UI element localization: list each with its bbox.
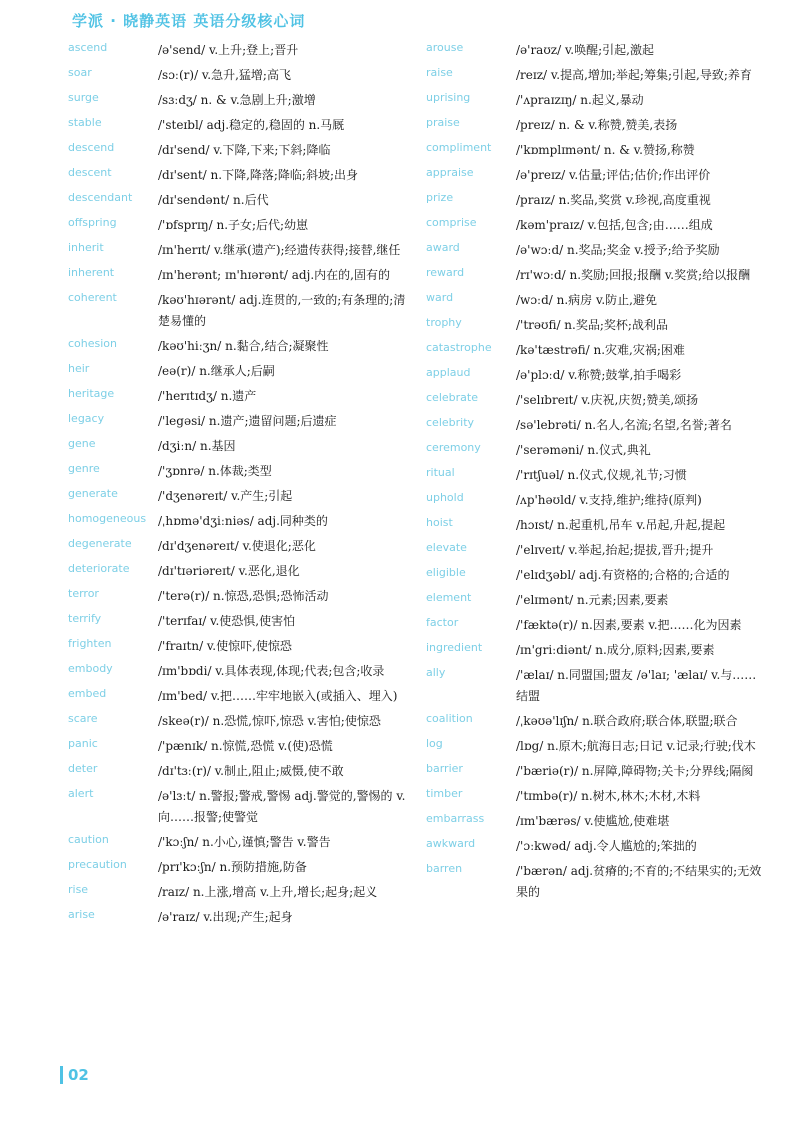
right-column <box>426 40 762 907</box>
headword: ingredient <box>426 641 483 654</box>
definition: /dɪ'tɪəriəreɪt/ v.恶化,退化 <box>158 564 300 578</box>
headword: surge <box>68 91 99 104</box>
definition: /ə'send/ v.上升;登上;晋升 <box>158 43 299 57</box>
vocab-entry <box>68 857 408 878</box>
headword: generate <box>68 487 118 500</box>
headword: applaud <box>426 366 471 379</box>
headword: heir <box>68 362 90 375</box>
headword: factor <box>426 616 459 629</box>
headword: award <box>426 241 460 254</box>
definition: /dʒiːn/ n.基因 <box>158 439 236 453</box>
definition: /'tɪmbə(r)/ n.树木,林木;木材,木料 <box>516 789 701 803</box>
headword: homogeneous <box>68 512 147 525</box>
vocab-entry <box>426 711 762 732</box>
headword: genre <box>68 462 100 475</box>
headword: reward <box>426 266 465 279</box>
definition: /'ʌpraɪzɪŋ/ n.起义,暴动 <box>516 93 644 107</box>
headword: appraise <box>426 166 474 179</box>
definition: /dɪ'tɜː(r)/ v.制止,阻止;威慑,使不敢 <box>158 764 344 778</box>
vocab-entry <box>426 340 762 361</box>
headword: heritage <box>68 387 115 400</box>
definition: /'terə(r)/ n.惊恐,恐惧;恐怖活动 <box>158 589 329 603</box>
definition: /kəʊ'hɪərənt/ adj.连贯的,一致的;有条理的;清楚易懂的 <box>158 293 406 328</box>
vocab-entry <box>68 636 408 657</box>
definition: /rɪ'wɔːd/ n.奖励;回报;报酬 v.奖赏;给以报酬 <box>516 268 751 282</box>
definition: /'pænɪk/ n.惊慌,恐慌 v.(使)恐慌 <box>158 739 333 753</box>
vocab-entry <box>68 786 408 828</box>
vocab-entry <box>426 190 762 211</box>
definition: /sə'lebrəti/ n.名人,名流;名望,名誉;著名 <box>516 418 732 432</box>
definition: /praɪz/ n.奖品,奖赏 v.珍视,高度重视 <box>516 193 711 207</box>
definition: /ɪn'griːdiənt/ n.成分,原料;因素,要素 <box>516 643 715 657</box>
vocab-entry <box>426 215 762 236</box>
vocab-entry <box>68 65 408 86</box>
vocab-entry <box>68 832 408 853</box>
definition: /sɔː(r)/ v.急升,猛增;高飞 <box>158 68 291 82</box>
definition: /'bæriə(r)/ n.屏障,障碍物;关卡;分界线;隔阂 <box>516 764 754 778</box>
definition: /ʌp'həʊld/ v.支持,维护;维持(原判) <box>516 493 702 507</box>
headword: descent <box>68 166 112 179</box>
definition: /'ɔːkwəd/ adj.令人尴尬的;笨拙的 <box>516 839 697 853</box>
definition: /ɪm'bærəs/ v.使尴尬,使难堪 <box>516 814 670 828</box>
definition: /raɪz/ n.上涨,增高 v.上升,增长;起身;起义 <box>158 885 378 899</box>
headword: log <box>426 737 443 750</box>
vocab-entry <box>426 736 762 757</box>
definition: /hɔɪst/ n.起重机,吊车 v.吊起,升起,提起 <box>516 518 726 532</box>
headword: uprising <box>426 91 471 104</box>
vocab-entry <box>426 540 762 561</box>
definition: /'kɔːʃn/ n.小心,谨慎;警告 v.警告 <box>158 835 331 849</box>
vocab-entry <box>68 361 408 382</box>
vocab-entry <box>68 611 408 632</box>
headword: celebrate <box>426 391 478 404</box>
definition: /ɪm'bɒdi/ v.具体表现,体现;代表;包含;收录 <box>158 664 385 678</box>
headword: awkward <box>426 837 476 850</box>
headword: gene <box>68 437 96 450</box>
vocab-entry <box>68 536 408 557</box>
vocab-entry <box>426 65 762 86</box>
headword: terrify <box>68 612 102 625</box>
headword: celebrity <box>426 416 475 429</box>
vocab-entry <box>426 590 762 611</box>
definition: /ɪn'herənt; ɪn'hɪərənt/ adj.内在的,固有的 <box>158 268 390 282</box>
vocab-entry <box>68 586 408 607</box>
definition: /'elɪmənt/ n.元素;因素,要素 <box>516 593 669 607</box>
definition: /ɪm'bed/ v.把……牢牢地嵌入(或插入、埋入) <box>158 689 398 703</box>
definition: /'selɪbreɪt/ v.庆祝,庆贺;赞美,颂扬 <box>516 393 699 407</box>
vocab-entry <box>426 640 762 661</box>
definition: /'ɒfsprɪŋ/ n.子女;后代;幼崽 <box>158 218 309 232</box>
vocab-entry <box>426 490 762 511</box>
page-header: 学派 · 晓静英语 英语分级核心词 <box>72 12 306 30</box>
definition: /ə'preɪz/ v.估量;评估;估价;作出评价 <box>516 168 711 182</box>
vocab-entry <box>68 436 408 457</box>
definition: /'dʒenəreɪt/ v.产生;引起 <box>158 489 293 503</box>
vocab-entry <box>68 190 408 211</box>
definition: /dɪ'sent/ n.下降,降落;降临;斜坡;出身 <box>158 168 359 182</box>
headword: praise <box>426 116 460 129</box>
definition: /'steɪbl/ adj.稳定的,稳固的 n.马厩 <box>158 118 345 132</box>
headword: arouse <box>426 41 464 54</box>
vocab-entry <box>68 140 408 161</box>
definition: /reɪz/ v.提高,增加;举起;筹集;引起,导致;养育 <box>516 68 752 82</box>
vocab-entry <box>68 336 408 357</box>
headword: raise <box>426 66 453 79</box>
vocab-entry <box>68 165 408 186</box>
vocab-entry <box>68 661 408 682</box>
left-column <box>68 40 408 932</box>
headword: catastrophe <box>426 341 492 354</box>
definition: /kəm'praɪz/ v.包括,包含;由……组成 <box>516 218 713 232</box>
vocab-entry <box>68 711 408 732</box>
definition: /lɒg/ n.原木;航海日志;日记 v.记录;行驶;伐木 <box>516 739 756 753</box>
vocab-entry <box>426 761 762 782</box>
vocab-entry <box>68 686 408 707</box>
headword: precaution <box>68 858 127 871</box>
vocab-entry <box>426 140 762 161</box>
definition: /kəʊ'hiːʒn/ n.黏合,结合;凝聚性 <box>158 339 329 353</box>
headword: scare <box>68 712 98 725</box>
headword: prize <box>426 191 454 204</box>
definition: /preɪz/ n. & v.称赞,赞美,表扬 <box>516 118 678 132</box>
page-number: 02 <box>60 1066 89 1084</box>
headword: arise <box>68 908 95 921</box>
definition: /skeə(r)/ n.恐慌,惊吓,惊恐 v.害怕;使惊恐 <box>158 714 381 728</box>
headword: cohesion <box>68 337 118 350</box>
headword: soar <box>68 66 92 79</box>
headword: uphold <box>426 491 464 504</box>
headword: terror <box>68 587 99 600</box>
headword: alert <box>68 787 94 800</box>
vocab-entry <box>426 240 762 261</box>
vocab-entry <box>426 615 762 636</box>
vocab-entry <box>68 761 408 782</box>
definition: /ˌhɒmə'dʒiːniəs/ adj.同种类的 <box>158 514 328 528</box>
vocab-entry <box>68 461 408 482</box>
definition: /ə'plɔːd/ v.称赞;鼓掌,拍手喝彩 <box>516 368 682 382</box>
definition: /'herɪtɪdʒ/ n.遗产 <box>158 389 257 403</box>
vocab-entry <box>426 515 762 536</box>
vocab-entry <box>426 811 762 832</box>
vocab-entry <box>68 561 408 582</box>
vocab-entry <box>426 440 762 461</box>
headword: ascend <box>68 41 108 54</box>
vocab-entry <box>426 565 762 586</box>
headword: barrier <box>426 762 463 775</box>
headword: rise <box>68 883 89 896</box>
headword: timber <box>426 787 463 800</box>
vocab-entry <box>426 465 762 486</box>
definition: /'fraɪtn/ v.使惊吓,使惊恐 <box>158 639 292 653</box>
definition: /'rɪtʃuəl/ n.仪式,仪规,礼节;习惯 <box>516 468 687 482</box>
vocab-entry <box>68 265 408 286</box>
vocab-entry <box>426 290 762 311</box>
definition: /ə'raʊz/ v.唤醒;引起,激起 <box>516 43 654 57</box>
definition: /kə'tæstrəfi/ n.灾难,灾祸;困难 <box>516 343 685 357</box>
definition: /ə'lɜːt/ n.警报;警戒,警惕 adj.警觉的,警惕的 v.向……报警;使警觉 <box>158 789 406 824</box>
headword: legacy <box>68 412 105 425</box>
definition: /dɪ'sendənt/ n.后代 <box>158 193 269 207</box>
headword: trophy <box>426 316 462 329</box>
headword: deter <box>68 762 98 775</box>
vocab-entry <box>426 365 762 386</box>
definition: /'terɪfaɪ/ v.使恐惧,使害怕 <box>158 614 296 628</box>
headword: compliment <box>426 141 492 154</box>
vocab-entry <box>426 665 762 707</box>
definition: /'bærən/ adj.贫瘠的;不育的;不结果实的;无效果的 <box>516 864 762 899</box>
definition: /'legəsi/ n.遗产;遗留问题;后遗症 <box>158 414 337 428</box>
vocab-entry <box>426 115 762 136</box>
definition: /'ælaɪ/ n.同盟国;盟友 /ə'laɪ; 'ælaɪ/ v.与……结盟 <box>516 668 757 703</box>
definition: /'kɒmplɪmənt/ n. & v.赞扬,称赞 <box>516 143 695 157</box>
definition: /'fæktə(r)/ n.因素,要素 v.把……化为因素 <box>516 618 742 632</box>
vocab-entry <box>426 265 762 286</box>
definition: /'ʒɒnrə/ n.体裁;类型 <box>158 464 272 478</box>
headword: frighten <box>68 637 112 650</box>
vocab-entry <box>68 215 408 236</box>
definition: /ɪn'herɪt/ v.继承(遗产);经遗传获得;接替,继任 <box>158 243 401 257</box>
vocab-entry <box>426 315 762 336</box>
definition: /'serəməni/ n.仪式,典礼 <box>516 443 651 457</box>
vocab-entry <box>68 240 408 261</box>
headword: coalition <box>426 712 473 725</box>
headword: ceremony <box>426 441 481 454</box>
headword: panic <box>68 737 98 750</box>
definition: /prɪ'kɔːʃn/ n.预防措施,防备 <box>158 860 307 874</box>
vocab-entry <box>426 40 762 61</box>
vocab-entry <box>68 736 408 757</box>
headword: comprise <box>426 216 477 229</box>
definition: /eə(r)/ n.继承人;后嗣 <box>158 364 275 378</box>
definition: /sɜːdʒ/ n. & v.急剧上升;激增 <box>158 93 316 107</box>
vocab-entry <box>68 90 408 111</box>
headword: ward <box>426 291 454 304</box>
vocab-entry <box>68 386 408 407</box>
headword: element <box>426 591 472 604</box>
headword: inherent <box>68 266 115 279</box>
headword: ally <box>426 666 446 679</box>
headword: eligible <box>426 566 466 579</box>
definition: /wɔːd/ n.病房 v.防止,避免 <box>516 293 657 307</box>
definition: /dɪ'send/ v.下降,下来;下斜;降临 <box>158 143 331 157</box>
vocab-entry <box>426 165 762 186</box>
vocab-entry <box>68 411 408 432</box>
vocab-entry <box>68 115 408 136</box>
headword: inherit <box>68 241 104 254</box>
vocab-entry <box>68 486 408 507</box>
definition: /'elɪveɪt/ v.举起,抬起;提拔,晋升;提升 <box>516 543 714 557</box>
vocab-entry <box>68 290 408 332</box>
vocab-entry <box>426 90 762 111</box>
vocab-entry <box>426 390 762 411</box>
headword: descend <box>68 141 115 154</box>
headword: descendant <box>68 191 133 204</box>
headword: ritual <box>426 466 455 479</box>
headword: barren <box>426 862 463 875</box>
vocab-entry <box>68 907 408 928</box>
headword: offspring <box>68 216 117 229</box>
vocab-entry <box>426 861 762 903</box>
vocab-entry <box>68 511 408 532</box>
definition: /ˌkəʊə'lɪʃn/ n.联合政府;联合体,联盟;联合 <box>516 714 738 728</box>
headword: degenerate <box>68 537 132 550</box>
headword: stable <box>68 116 102 129</box>
definition: /dɪ'dʒenəreɪt/ v.使退化;恶化 <box>158 539 316 553</box>
headword: embed <box>68 687 107 700</box>
headword: coherent <box>68 291 117 304</box>
definition: /ə'raɪz/ v.出现;产生;起身 <box>158 910 293 924</box>
definition: /'elɪdʒəbl/ adj.有资格的;合格的;合适的 <box>516 568 730 582</box>
definition: /ə'wɔːd/ n.奖品;奖金 v.授予;给予奖励 <box>516 243 720 257</box>
vocab-entry <box>68 882 408 903</box>
headword: caution <box>68 833 109 846</box>
headword: embarrass <box>426 812 485 825</box>
vocab-entry <box>426 415 762 436</box>
headword: elevate <box>426 541 467 554</box>
vocab-entry <box>426 836 762 857</box>
definition: /'trəʊfi/ n.奖品;奖杯;战利品 <box>516 318 668 332</box>
vocab-entry <box>68 40 408 61</box>
headword: hoist <box>426 516 453 529</box>
headword: deteriorate <box>68 562 130 575</box>
headword: embody <box>68 662 113 675</box>
vocab-entry <box>426 786 762 807</box>
